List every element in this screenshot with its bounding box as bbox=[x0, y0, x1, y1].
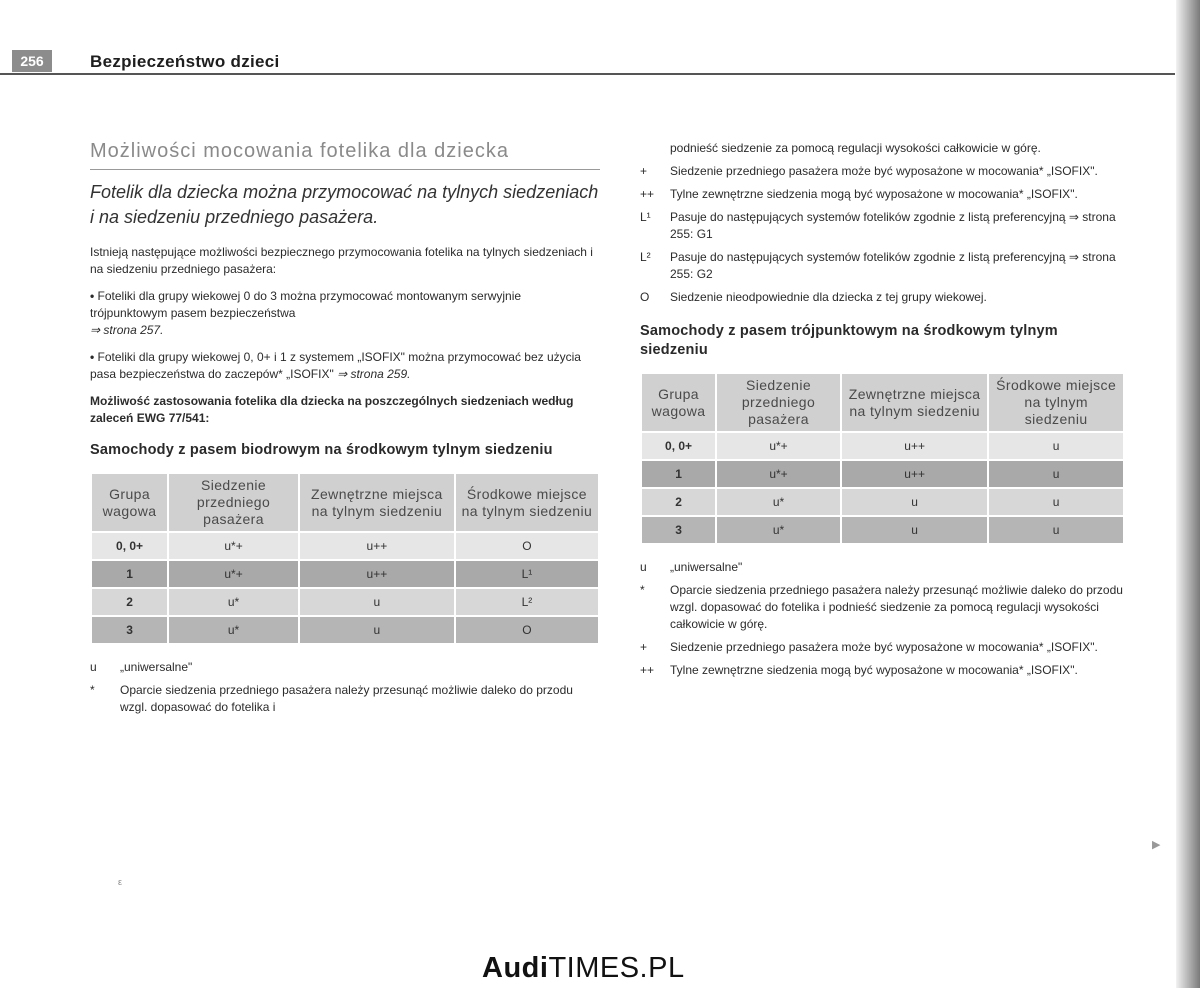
column-header: Grupa wagowa bbox=[92, 474, 167, 531]
table-cell: 3 bbox=[642, 517, 715, 543]
table-cell: 2 bbox=[92, 589, 167, 615]
table-cell: u bbox=[989, 517, 1123, 543]
table-row bbox=[642, 517, 1123, 543]
legend-mark: + bbox=[640, 164, 648, 178]
table-row bbox=[642, 489, 1123, 515]
lead-text: Fotelik dla dziecka można przymocować na tylnych siedzeniach i na siedzeniu przedniego pasażera. bbox=[90, 182, 599, 227]
table-cell: u++ bbox=[300, 561, 454, 587]
table-row bbox=[642, 461, 1123, 487]
legend-note bbox=[640, 662, 1125, 679]
table-row bbox=[92, 617, 598, 643]
table-title: Samochody z pasem biodrowym na środkowym tylnym siedzeniu bbox=[90, 442, 553, 458]
table-cell: u* bbox=[717, 489, 840, 515]
table-row bbox=[92, 533, 598, 559]
table-cell: O bbox=[456, 617, 598, 643]
column-header: Zewnętrzne miejsca na tylnym siedzeniu bbox=[300, 474, 454, 531]
column-header: Grupa wagowa bbox=[642, 374, 715, 431]
table-header-row bbox=[642, 374, 1123, 431]
table-cell: 0, 0+ bbox=[642, 433, 715, 459]
legend-note bbox=[640, 249, 1125, 283]
column-header: Zewnętrzne miejsca na tylnym siedzeniu bbox=[842, 374, 987, 431]
table-cell: u bbox=[989, 433, 1123, 459]
legend-text: Siedzenie przedniego pasażera może być wyposażone w mocowania* „ISOFIX". bbox=[670, 164, 1098, 178]
page-reference[interactable]: ⇒ strona 259. bbox=[337, 367, 411, 381]
legend-mark: * bbox=[90, 683, 95, 697]
legend-note bbox=[640, 163, 1125, 180]
legend-note bbox=[90, 659, 600, 676]
legend-note bbox=[90, 682, 600, 716]
legend-mark: ++ bbox=[640, 663, 655, 677]
table-cell: 1 bbox=[642, 461, 715, 487]
table-cell: u*+ bbox=[169, 561, 298, 587]
legend-text: Oparcie siedzenia przedniego pasażera należy przesunąć możliwie daleko do przodu wzgl. dopasować do fotelika i podnieść siedzenie za pomocą regulacji wysokości całkowicie w górę. bbox=[670, 583, 1123, 631]
header-divider bbox=[0, 73, 1175, 75]
legend-text: Oparcie siedzenia przedniego pasażera należy przesunąć możliwie daleko do przodu wzgl. dopasować do fotelika i bbox=[120, 683, 573, 714]
chapter-title: Bezpieczeństwo dzieci bbox=[90, 52, 280, 71]
table-cell: u++ bbox=[842, 461, 987, 487]
legend-mark: u bbox=[640, 560, 647, 574]
table-cell: u* bbox=[169, 617, 298, 643]
page-number: 256 bbox=[12, 50, 52, 72]
legend-text: Tylne zewnętrzne siedzenia mogą być wyposażone w mocowania* „ISOFIX". bbox=[670, 187, 1078, 201]
section-divider bbox=[90, 169, 600, 170]
bullet-text: Foteliki dla grupy wiekowej 0 do 3 można przymocować montowanym serwyjnie trójpunktowym pasem bezpieczeństwa bbox=[90, 289, 522, 320]
legend-text: Pasuje do następujących systemów fotelików zgodnie z listą preferencyjną ⇒ strona 255: G1 bbox=[670, 210, 1116, 241]
table-cell: 1 bbox=[92, 561, 167, 587]
column-header: Środkowe miejsce na tylnym siedzeniu bbox=[456, 474, 598, 531]
table-cell: u*+ bbox=[717, 461, 840, 487]
legend-text: Siedzenie nieodpowiednie dla dziecka z tej grupy wiekowej. bbox=[670, 290, 987, 304]
table-cell: 2 bbox=[642, 489, 715, 515]
column-header: Środkowe miejsce na tylnym siedzeniu bbox=[989, 374, 1123, 431]
table-cell: u bbox=[989, 461, 1123, 487]
table-cell: u*+ bbox=[169, 533, 298, 559]
legend-note-continued bbox=[640, 140, 1125, 157]
table-cell: u bbox=[842, 489, 987, 515]
column-header: Siedzenie przedniego pasażera bbox=[169, 474, 298, 531]
legend-text: „uniwersalne" bbox=[120, 660, 193, 674]
page-reference[interactable]: ⇒ strona 257. bbox=[90, 323, 164, 337]
legend-note bbox=[640, 186, 1125, 203]
table-cell: u++ bbox=[300, 533, 454, 559]
legend-note bbox=[640, 559, 1125, 576]
table-row bbox=[92, 561, 598, 587]
table-row bbox=[92, 589, 598, 615]
page-edge-shadow bbox=[1176, 0, 1200, 988]
legend-mark: ++ bbox=[640, 187, 655, 201]
brand-logo-bold: Audi bbox=[482, 952, 549, 984]
legend-mark bbox=[640, 140, 670, 157]
table-cell: 3 bbox=[92, 617, 167, 643]
legend-note bbox=[640, 582, 1125, 633]
continue-arrow-icon: ▶ bbox=[1152, 839, 1161, 851]
legend-mark: u bbox=[90, 660, 97, 674]
table-cell: u bbox=[300, 589, 454, 615]
intro-paragraph: Istnieją następujące możliwości bezpiecznego przymocowania fotelika na tylnych siedzeniach i na siedzeniu przedniego pasażera: bbox=[90, 245, 593, 276]
table-cell: L¹ bbox=[456, 561, 598, 587]
legend-mark: O bbox=[640, 290, 650, 304]
table-cell: u bbox=[842, 517, 987, 543]
bullet-item bbox=[90, 349, 600, 383]
right-column bbox=[640, 140, 1125, 685]
legend-mark: * bbox=[640, 583, 645, 597]
legend-note bbox=[640, 209, 1125, 243]
section-title: Możliwości mocowania fotelika dla dziecka bbox=[90, 140, 509, 162]
table-title: Samochody z pasem trójpunktowym na środkowym tylnym siedzeniu bbox=[640, 323, 1058, 358]
legend-text: Siedzenie przedniego pasażera może być wyposażone w mocowania* „ISOFIX". bbox=[670, 640, 1098, 654]
table-cell: u++ bbox=[842, 433, 987, 459]
table-cell: L² bbox=[456, 589, 598, 615]
table-header-row bbox=[92, 474, 598, 531]
table-row bbox=[642, 433, 1123, 459]
column-header: Siedzenie przedniego pasażera bbox=[717, 374, 840, 431]
table-cell: u bbox=[300, 617, 454, 643]
bullet-item bbox=[90, 288, 600, 339]
recommendation-heading: Możliwość zastosowania fotelika dla dziecka na poszczególnych siedzeniach według zaleceń EWG 77/541: bbox=[90, 394, 574, 425]
seat-compatibility-table bbox=[90, 472, 600, 645]
left-column bbox=[90, 140, 600, 722]
legend-note bbox=[640, 639, 1125, 656]
table-cell: 0, 0+ bbox=[92, 533, 167, 559]
legend-note bbox=[640, 289, 1125, 306]
table-cell: u*+ bbox=[717, 433, 840, 459]
brand-logo-rest: TIMES.PL bbox=[548, 952, 685, 984]
legend-text: podnieść siedzenie za pomocą regulacji wysokości całkowicie w górę. bbox=[670, 141, 1041, 155]
bullet-text: Foteliki dla grupy wiekowej 0, 0+ i 1 z systemem „ISOFIX" można przymocować bez użycia pasa bezpieczeństwa do zaczepów* „ISOFIX" bbox=[90, 350, 581, 381]
legend-mark: + bbox=[640, 640, 648, 654]
legend-mark: L² bbox=[640, 250, 651, 264]
legend-text: Tylne zewnętrzne siedzenia mogą być wyposażone w mocowania* „ISOFIX". bbox=[670, 663, 1078, 677]
legend-text: Pasuje do następujących systemów fotelików zgodnie z listą preferencyjną ⇒ strona 255: G2 bbox=[670, 250, 1116, 281]
table-cell: u bbox=[989, 489, 1123, 515]
legend-mark: L¹ bbox=[640, 210, 651, 224]
table-cell: u* bbox=[169, 589, 298, 615]
footer-mark: ε bbox=[118, 877, 123, 887]
seat-compatibility-table bbox=[640, 372, 1125, 545]
table-cell: O bbox=[456, 533, 598, 559]
brand-logo bbox=[482, 952, 685, 985]
table-cell: u* bbox=[717, 517, 840, 543]
legend-text: „uniwersalne" bbox=[670, 560, 743, 574]
